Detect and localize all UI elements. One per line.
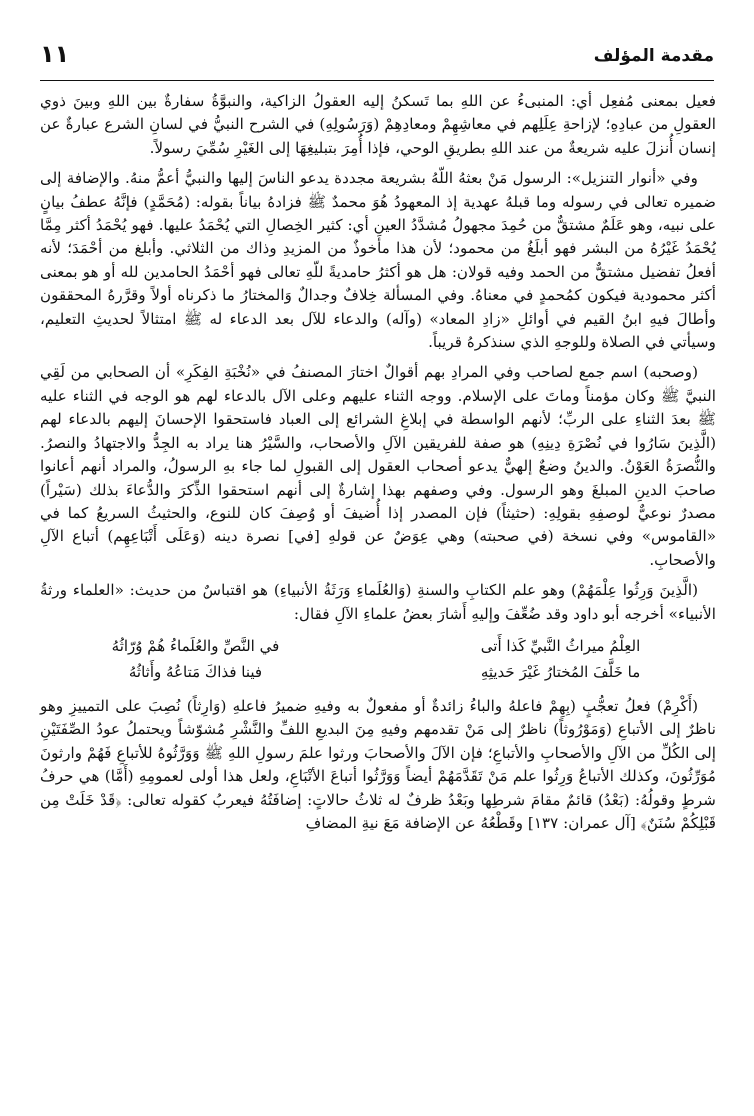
paragraph: (أَكْرِمْ) فعلُ تعجُّبٍ (بِهِمْ فاعلهُ والباءُ زائدةٌ أو مفعولٌ به وفيهِ ضميرُ فاعلهِ (وَارِثاً) نُصِبَ على التمييزِ وهو ناظرٌ إلى الأتباعِ (وَمَوْرُوثاً) ناظرٌ إلى مَنْ تقدمهم وفيهِ مِنَ البديعِ اللفِّ والنَّشْرِ مُشوّشاً ويحتملُ عودُ الصِّفَتَيْنِ إلى الكُلِّ من الآلِ والأصحابِ والأتباعِ؛ فإن الآلَ والأصحابَ ورثوا علمَ رسولِ اللهِ ﷺ وَوَرَّثُوهُ للأتباعِ فَهُمْ وارثونَ مُوَرِّثُونَ، وكذلك الأتباعُ وَرِثُوا علم مَنْ تَقَدَّمَهُمْ أيضاً وَوَرَّثُوا أتباعَ الأتْبَاعِ، ولعل هذا أولى لعمومِهِ (أَمَّا) هي حرفُ شرطٍ وقولُهُ: (بَعْدُ) قائمٌ مقامَ شرطِها وبَعْدُ ظرفٌ له ثلاثُ حالاتٍ: إضافَتُهُ فيعربُ كقوله تعالى: ﴿قَدْ خَلَتْ مِن قَبْلِكُمْ سُنَنٌ﴾ [آل عمران: ١٣٧] وقَطْعُهُ عن الإضافة مَعَ نيةِ المضافِ xyxy=(40,696,716,832)
page-header xyxy=(40,40,714,76)
poem-verse xyxy=(40,633,716,659)
header-rule xyxy=(40,80,714,81)
poem-hemistich-first: العِلْمُ ميراثُ النَّبيِّ كَذا أَتى xyxy=(480,636,641,655)
poem xyxy=(40,633,716,685)
poem-hemistich-second: فينا فذاكَ مَتاعُهُ وأَثاثُهُ xyxy=(128,662,263,681)
page-number: ١١ xyxy=(40,40,70,68)
paragraph: فعيل بمعنى مُفعِل أي: المنبىءُ عن اللهِ بما تَسكنُ إليه العقولُ الزاكية، والنبوَّةُ سفارةٌ بين اللهِ وبينَ ذوي العقولِ من عبادِهِ؛ لإزاحةِ عِلَلِهم في معاشِهِمْ ومعادِهِمْ (وَرَسُولِهِ) في الشرح النبيُّ في لسانِ الشرع عبارةٌ عن إنسان أُنزلَ عليه شريعةٌ من عند اللهِ بطريقِ الوحي، فإذا أُمِرَ بتبليغِهَا إلى الغَيْرِ سُمِّيَ رسولاً. xyxy=(40,92,716,157)
paragraph: (وصحبه) اسم جمع لصاحب وفي المرادِ بهم أقوالٌ اختارَ المصنفُ في «نُخْبَةِ الفِكَرِ» أن الصحابي من لَقِي النبيَّ ﷺ وكان مؤمناً وماتَ على الإسلام. ووجه الثناء عليهم وعلى الآل بالدعاء لهم هو الوجه في الثناء عليه ﷺ بعدَ الثناءِ على الربِّ؛ لأنهم الواسطة في إبلاغِ الشرائع إلى العباد فاستحقوا الإحسانَ إليهم بالدعاء لهم (الَّذِينَ سَارُوا في نُصْرَةِ دِينِهِ) هو صفة للفريقين الآلِ والأصحاب، والسَّيْرُ هنا يراد به الجِدُّ والاجتهادُ والنصرُ. والنُّصرَةُ العَوْنُ. والدينُ وضعٌ إلهيٌّ يدعو أصحاب العقول إلى القبولِ لما جاء بهِ الرسولُ، والمراد أنهم أعانوا صاحبَ الدينِ المبلغَ وهو الرسول. وفي وصفهم بهذا إشارةٌ إلى أنهم استحقوا الذِّكرَ والدُّعاءَ بذلك (سَيْراً) مصدرٌ نوعيٌّ لوصفِهِ بقولِهِ: (حثيثاً) فإن المصدر إذا أُضيفَ أو وُصِفَ كان للنوع، والحثيثُ السريعُ كما في «القاموس» وفي نسخة (في صحبته) وهي عِوَضٌ عن قولهِ [في] نصرة دينه (وَعَلَى أَتْبَاعِهِم) أتباع الآلِ والأصحابِ. xyxy=(40,363,716,569)
poem-hemistich-first: ما خَلَّفَ المُختارُ غَيْرَ حَديثِهِ xyxy=(480,662,641,681)
paragraph: وفي «أنوار التنزيل»: الرسول مَنْ بعثهُ اللّهُ بشريعة مجددة يدعو الناسَ إليها والنبيُّ أعمُّ منهُ. والإضافة إلى ضميره تعالى في رسوله وما قبلهُ عهدية إذ المعهودُ هُوَ محمدٌ ﷺ فزادهُ بياناً بقوله: (مُحَمَّدٍ) فإنَّهُ عطفُ بيانٍ على نبيه، وهو عَلَمٌ مشتقٌّ من حُمِدَ مجهولُ مُشدَّدُ العينِ أي: كثير الخِصالِ التي يُحْمَدُ عليها. فهو يُحْمَدُ أكثر مِمَّا يُحْمَدُ غَيْرُهُ من البشر فهو أبلَغُ من محمود؛ لأن هذا مأخوذٌ من المزيدِ وذاك من الثلاثي. وأبلغ من أحْمَدَ؛ لأنه أفعلُ تفضيل مشتقٌّ من الحمد وفيه قولان: هل هو أكثرُ حامديةً للّهِ تعالى فهو أحْمَدُ الحامدين لله أو هو بمعنى أكثر محمودية فيكون كمُحمدٍ في معناهُ. وفي المسألة خِلافٌ وجدالٌ وَالمختارُ ما ذكرناه أولاً وقرَّرهُ المحققون وأطالَ فيهِ ابنُ القيم في أوائلِ «زادِ المعاد» (وآله) والدعاء للآل بعد الدعاء له ﷺ امتثالاً لحديثِ التعليم، وسيأتي في الصلاة وللوجهِ الذي سنذكرهُ قريباً. xyxy=(40,169,716,352)
poem-verse xyxy=(40,659,716,685)
running-title: مقدمة المؤلف xyxy=(593,46,714,66)
poem-hemistich-second: في النَّصِّ والعُلَماءُ هُمْ وُرّاثُهُ xyxy=(111,636,280,655)
paragraph: (الَّذِينَ وَرِثُوا عِلْمَهُمْ) وهو علم الكتابِ والسنةِ (وَالعُلَماءِ وَرَثَةُ الأنبياءِ) هو اقتباسٌ من حديث: «العلماء ورثةُ الأنبياء» أخرجه أبو داود وقد ضُعِّفَ وإليهِ أَشارَ بعضُ علماءِ الآلِ فقال: xyxy=(40,581,716,623)
body-text xyxy=(40,90,716,842)
